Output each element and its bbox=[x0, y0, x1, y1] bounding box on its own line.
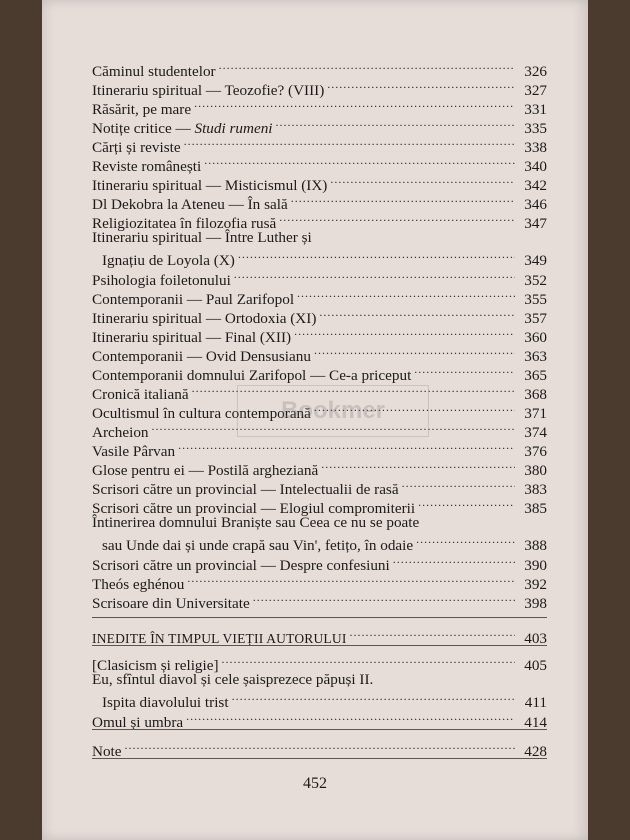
toc-entry bbox=[92, 343, 547, 365]
entry-page: 363 bbox=[524, 348, 547, 365]
entry-title: Contemporanii domnului Zarifopol — Ce-a priceput bbox=[92, 367, 412, 384]
entry-page: 365 bbox=[524, 367, 547, 384]
entry-title: Scrisori către un provincial — Intelectualii de rasă bbox=[92, 481, 399, 498]
entry-page: 355 bbox=[524, 291, 547, 308]
entry-page: 349 bbox=[524, 252, 547, 269]
entry-title: Răsărit, pe mare bbox=[92, 101, 192, 118]
entry-title: Archeion bbox=[92, 424, 149, 441]
section-divider bbox=[92, 645, 547, 646]
toc-entry bbox=[92, 286, 547, 308]
section-divider bbox=[92, 758, 547, 759]
watermark-logo bbox=[237, 385, 429, 437]
entry-page: 338 bbox=[524, 139, 547, 156]
entry-title: Psihologia foiletonului bbox=[92, 272, 231, 289]
entry-title: Itinerariu spiritual — Teozofie? (VIII) bbox=[92, 82, 325, 99]
entry-title: Cărți și reviste bbox=[92, 139, 181, 156]
entry-title: Itinerariu spiritual — Misticismul (IX) bbox=[92, 177, 328, 194]
entry-title: Reviste românești bbox=[92, 158, 202, 175]
entry-page: 347 bbox=[524, 215, 547, 232]
entry-title-prefix: Notițe critice — bbox=[92, 120, 195, 137]
toc-entry bbox=[92, 191, 547, 213]
entry-page: 357 bbox=[524, 310, 547, 327]
toc-entry bbox=[92, 324, 547, 346]
watermark-text: Bookmer bbox=[280, 397, 386, 424]
entry-title: Vasile Pârvan bbox=[92, 443, 176, 460]
toc-entry bbox=[92, 210, 547, 232]
toc-entry bbox=[92, 267, 547, 289]
toc-entry bbox=[92, 476, 547, 498]
entry-page: 390 bbox=[524, 557, 547, 574]
entry-page: 380 bbox=[524, 462, 547, 479]
toc-entry bbox=[92, 229, 547, 269]
entry-title: [Clasicism și religie] bbox=[92, 657, 219, 674]
entry-title: Omul și umbra bbox=[92, 714, 184, 731]
section-divider bbox=[92, 729, 547, 730]
toc-entry bbox=[92, 305, 547, 327]
entry-title: Note bbox=[92, 743, 122, 760]
entry-page: 327 bbox=[524, 82, 547, 99]
entry-title-line1: Eu, sfîntul diavol și cele șaisprezece păpuși II. bbox=[92, 671, 374, 688]
toc-section-heading bbox=[92, 625, 547, 647]
toc-entry bbox=[92, 58, 547, 80]
entry-page: 346 bbox=[524, 196, 547, 213]
toc-entry bbox=[92, 115, 547, 137]
entry-page: 340 bbox=[524, 158, 547, 175]
toc-entry bbox=[92, 671, 547, 711]
toc-entry bbox=[92, 362, 547, 384]
entry-page: 331 bbox=[524, 101, 547, 118]
entry-title: Căminul studentelor bbox=[92, 63, 216, 80]
entry-page: 326 bbox=[524, 63, 547, 80]
entry-page: 414 bbox=[524, 714, 547, 731]
entry-page: 385 bbox=[524, 500, 547, 517]
entry-page: 376 bbox=[524, 443, 547, 460]
entry-title: Dl Dekobra la Ateneu — În sală bbox=[92, 196, 288, 213]
page-number: 452 bbox=[303, 775, 327, 792]
entry-title: Contemporanii — Ovid Densusianu bbox=[92, 348, 311, 365]
entry-page: 388 bbox=[524, 537, 547, 554]
section-divider bbox=[92, 617, 547, 618]
entry-page: 392 bbox=[524, 576, 547, 593]
toc-entry bbox=[92, 738, 547, 760]
entry-title: Theós eghénou bbox=[92, 576, 185, 593]
entry-title: Cronică italiană bbox=[92, 386, 189, 403]
entry-page: 342 bbox=[524, 177, 547, 194]
toc-entry bbox=[92, 153, 547, 175]
toc-entry bbox=[92, 134, 547, 156]
toc-entry bbox=[92, 77, 547, 99]
entry-page: 411 bbox=[524, 694, 547, 711]
entry-page: 405 bbox=[524, 657, 547, 674]
entry-page: 403 bbox=[524, 630, 547, 647]
entry-title: Scrisoare din Universitate bbox=[92, 595, 250, 612]
entry-title: Scrisori către un provincial — Elogiul compromiterii bbox=[92, 500, 416, 517]
entry-page: 428 bbox=[524, 743, 547, 760]
entry-title: Scrisori către un provincial — Despre confesiuni bbox=[92, 557, 390, 574]
entry-title: Religiozitatea în filozofia rusă bbox=[92, 215, 277, 232]
toc-entry bbox=[92, 495, 547, 517]
entry-title-italic: Studi rumeni bbox=[194, 120, 273, 137]
entry-page: 360 bbox=[524, 329, 547, 346]
entry-title: Contemporanii — Paul Zarifopol bbox=[92, 291, 295, 308]
toc-entry bbox=[92, 96, 547, 118]
toc-entry bbox=[92, 590, 547, 612]
toc-entry bbox=[92, 514, 547, 554]
entry-title-line1: Întinerirea domnului Braniște sau Ceea ce nu se poate bbox=[92, 514, 420, 531]
toc-entry bbox=[92, 438, 547, 460]
book-page bbox=[42, 0, 588, 840]
entry-page: 371 bbox=[524, 405, 547, 422]
entry-title: Itinerariu spiritual — Ortodoxia (XI) bbox=[92, 310, 317, 327]
entry-title: Ispita diavolului trist bbox=[102, 694, 229, 711]
section-title: INEDITE ÎN TIMPUL VIEȚII AUTORULUI bbox=[92, 631, 347, 646]
entry-page: 368 bbox=[524, 386, 547, 403]
entry-page: 374 bbox=[524, 424, 547, 441]
entry-title: Ignațiu de Loyola (X) bbox=[102, 252, 235, 269]
entry-title: Glose pentru ei — Postilă argheziană bbox=[92, 462, 319, 479]
toc-entry bbox=[92, 172, 547, 194]
entry-page: 352 bbox=[524, 272, 547, 289]
entry-page: 335 bbox=[524, 120, 547, 137]
toc-entry bbox=[92, 552, 547, 574]
toc-entry bbox=[92, 457, 547, 479]
entry-title: Itinerariu spiritual — Final (XII) bbox=[92, 329, 292, 346]
entry-title: Ocultismul în cultura contemporană bbox=[92, 405, 311, 422]
toc-entry bbox=[92, 652, 547, 674]
entry-page: 383 bbox=[524, 481, 547, 498]
entry-title: sau Unde dai și unde crapă sau Vin', fetițo, în odaie bbox=[102, 537, 414, 554]
toc-entry bbox=[92, 571, 547, 593]
entry-title-line1: Itinerariu spiritual — Între Luther și bbox=[92, 229, 312, 246]
toc-entry bbox=[92, 709, 547, 731]
entry-page: 398 bbox=[524, 595, 547, 612]
